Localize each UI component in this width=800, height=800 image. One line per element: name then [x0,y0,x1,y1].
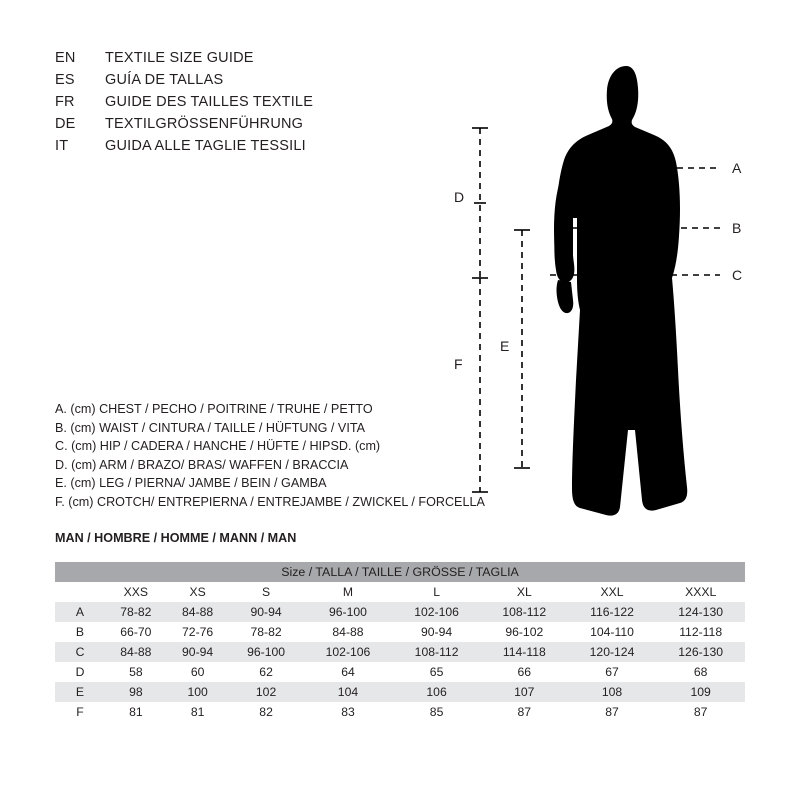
cell-d-xxxl: 68 [656,662,745,682]
cell-d-l: 65 [392,662,481,682]
cell-f-l: 85 [392,702,481,722]
cell-e-l: 106 [392,682,481,702]
table-row [55,702,745,722]
col-xxl: XXL [568,582,657,602]
lang-code-fr: FR [55,94,75,110]
cell-a-xxxl: 124-130 [656,602,745,622]
table-row [55,662,745,682]
cell-d-xxs: 58 [105,662,167,682]
size-table [55,562,745,722]
cell-c-s: 96-100 [229,642,304,662]
cell-f-m: 83 [304,702,393,722]
row-label-a: A [55,602,105,622]
cell-a-xl: 108-112 [481,602,568,622]
legend-item-a: A. (cm) CHEST / PECHO / POITRINE / TRUHE / PETTO [55,402,373,416]
label-e: E [500,338,510,354]
title-row-it [55,138,475,160]
cell-b-xl: 96-102 [481,622,568,642]
label-c: C [732,267,743,283]
label-f: F [454,356,463,372]
row-label-e: E [55,682,105,702]
cell-b-s: 78-82 [229,622,304,642]
cell-a-m: 96-100 [304,602,393,622]
cell-d-xxl: 67 [568,662,657,682]
cell-e-xxl: 108 [568,682,657,702]
col-xs: XS [167,582,229,602]
cell-e-m: 104 [304,682,393,702]
cell-a-l: 102-106 [392,602,481,622]
table-row [55,602,745,622]
legend-item-c: C. (cm) HIP / CADERA / HANCHE / HÜFTE / HIPSD. (cm) [55,439,381,453]
size-table-wrapper [55,562,745,722]
title-text-fr: GUIDE DES TAILLES TEXTILE [105,94,314,110]
col-xl: XL [481,582,568,602]
cell-a-xxs: 78-82 [105,602,167,622]
gender-label: MAN / HOMBRE / HOMME / MANN / MAN [55,531,297,545]
cell-e-xl: 107 [481,682,568,702]
table-row [55,622,745,642]
col-xxxl: XXXL [656,582,745,602]
cell-c-xxl: 120-124 [568,642,657,662]
cell-e-xxxl: 109 [656,682,745,702]
table-row [55,642,745,662]
man-silhouette-icon [554,66,687,516]
title-text-it: GUIDA ALLE TAGLIE TESSILI [105,138,306,154]
label-d: D [454,189,465,205]
title-row-fr [55,94,475,116]
cell-b-l: 90-94 [392,622,481,642]
legend-item-d: D. (cm) ARM / BRAZO/ BRAS/ WAFFEN / BRACCIA [55,457,349,472]
cell-e-xs: 100 [167,682,229,702]
title-row-en [55,50,475,72]
title-row-es [55,72,475,94]
cell-c-xxs: 84-88 [105,642,167,662]
cell-a-xxl: 116-122 [568,602,657,622]
cell-b-xxs: 66-70 [105,622,167,642]
cell-f-xxs: 81 [105,702,167,722]
cell-f-xs: 81 [167,702,229,722]
col-s: S [229,582,304,602]
title-text-en: TEXTILE SIZE GUIDE [105,50,254,66]
col-corner [55,582,105,602]
title-row-de [55,116,475,138]
table-row [55,682,745,702]
cell-d-m: 64 [304,662,393,682]
cell-b-xxl: 104-110 [568,622,657,642]
body-measurement-diagram [430,30,770,530]
cell-f-s: 82 [229,702,304,722]
cell-f-xl: 87 [481,702,568,722]
label-a: A [732,160,742,176]
lang-code-it: IT [55,138,69,154]
cell-e-xxs: 98 [105,682,167,702]
cell-d-xl: 66 [481,662,568,682]
table-header-label: Size / TALLA / TAILLE / GRÖSSE / TAGLIA [55,562,745,582]
cell-c-m: 102-106 [304,642,393,662]
cell-b-xs: 72-76 [167,622,229,642]
cell-a-xs: 84-88 [167,602,229,622]
table-columns-row [55,582,745,602]
cell-e-s: 102 [229,682,304,702]
legend-item-b: B. (cm) WAIST / CINTURA / TAILLE / HÜFTUNG / VITA [55,420,365,435]
cell-c-xl: 114-118 [481,642,568,662]
legend-item-f: F. (cm) CROTCH/ ENTREPIERNA / ENTREJAMBE / ZWICKEL / FORCELLA [55,494,485,509]
col-m: M [304,582,393,602]
lang-code-de: DE [55,116,76,132]
cell-c-xs: 90-94 [167,642,229,662]
cell-c-l: 108-112 [392,642,481,662]
col-l: L [392,582,481,602]
lang-code-es: ES [55,72,75,88]
legend-item-e: E. (cm) LEG / PIERNA/ JAMBE / BEIN / GAMBA [55,476,327,490]
cell-d-xs: 60 [167,662,229,682]
title-text-es: GUÍA DE TALLAS [105,72,224,88]
cell-a-s: 90-94 [229,602,304,622]
cell-f-xxxl: 87 [656,702,745,722]
lang-code-en: EN [55,50,76,66]
cell-d-s: 62 [229,662,304,682]
row-label-d: D [55,662,105,682]
row-label-c: C [55,642,105,662]
cell-b-m: 84-88 [304,622,393,642]
row-label-b: B [55,622,105,642]
title-text-de: TEXTILGRÖSSENFÜHRUNG [105,116,304,132]
table-header-row [55,562,745,582]
cell-f-xxl: 87 [568,702,657,722]
col-xxs: XXS [105,582,167,602]
label-b: B [732,220,742,236]
row-label-f: F [55,702,105,722]
title-block [55,50,475,160]
cell-c-xxxl: 126-130 [656,642,745,662]
cell-b-xxxl: 112-118 [656,622,745,642]
